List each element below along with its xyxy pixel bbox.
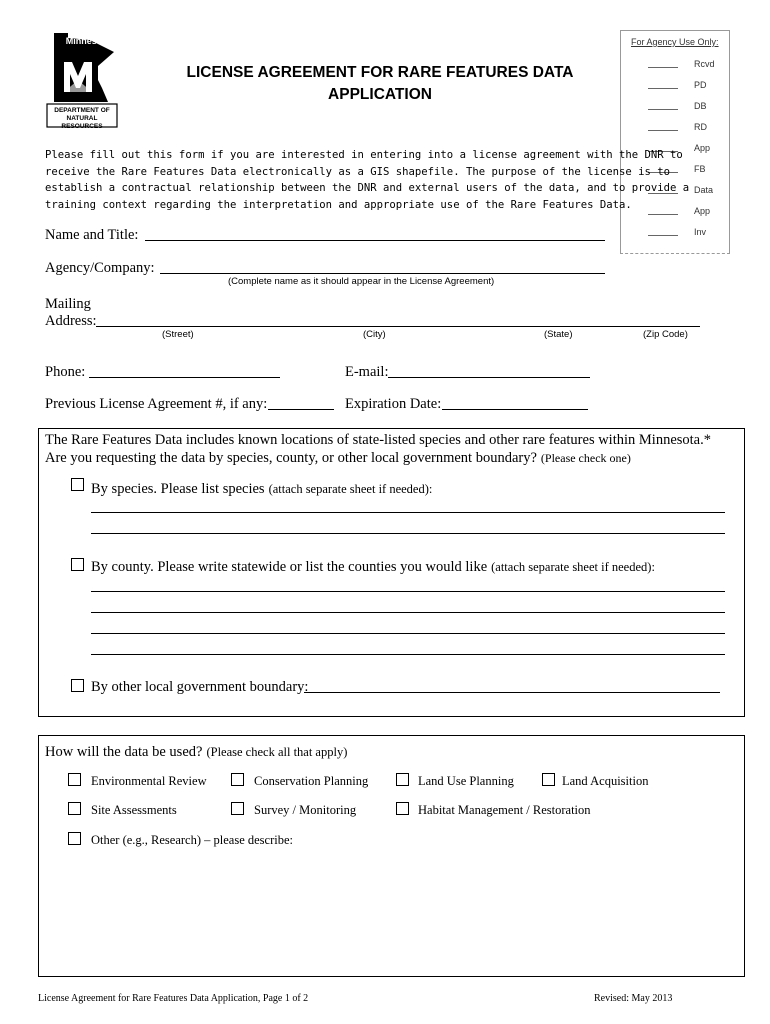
agency-field-label: RD [694,122,707,132]
intro-line: Please fill out this form if you are interested in entering into a license agreement with the DNR to [45,149,683,161]
intro-line: establish a contractual relationship between the DNR and external users of the data, and to provide a [45,182,690,194]
agency-field-line[interactable] [648,67,678,68]
by-species-note: (attach separate sheet if needed): [268,482,433,496]
other-use-checkbox[interactable] [68,832,81,845]
data-use-question [45,743,347,761]
dnr-logo [46,30,118,128]
expiration-field[interactable] [442,409,588,410]
state-caption: (State) [544,329,573,340]
name-title-field[interactable] [145,240,605,241]
by-other-boundary-label: By other local government boundary: [91,679,309,695]
conservation-planning-label: Conservation Planning [254,774,369,788]
land-use-planning-label: Land Use Planning [418,774,514,788]
agency-field-line[interactable] [648,109,678,110]
agency-header: For Agency Use Only: [631,37,719,47]
land-use-planning-checkbox[interactable] [396,773,409,786]
agency-field-line[interactable] [648,235,678,236]
agency-field-line[interactable] [648,214,678,215]
mailing-label-line2: Address: [45,313,97,329]
intro-line: training context regarding the interpretation and appropriate use of the Rare Features Data. [45,198,632,211]
title-line2: APPLICATION [328,86,432,103]
agency-use-box [620,30,730,254]
land-acquisition-label: Land Acquisition [562,774,649,788]
section1-line1: The Rare Features Data includes known locations of state-listed species and other rare features within Minnesota.* [45,432,711,448]
phone-field[interactable] [89,377,280,378]
street-caption: (Street) [162,329,194,340]
by-species-checkbox[interactable] [71,478,84,491]
footer-right: Revised: May 2013 [594,993,673,1004]
site-assessments-label: Site Assessments [91,803,177,817]
county-line[interactable] [91,612,725,613]
data-use-question-text: How will the data be used? [45,744,203,760]
agency-field-label: App [694,143,711,153]
by-county-option [91,558,655,576]
mailing-address-field[interactable] [96,326,700,327]
prev-license-field[interactable] [268,409,334,410]
habitat-management-label: Habitat Management / Restoration [418,803,591,817]
prev-license-label: Previous License Agreement #, if any: [45,396,268,412]
agency-company-field[interactable] [160,273,605,274]
title-line1: LICENSE AGREEMENT FOR RARE FEATURES DATA [186,64,574,81]
survey-monitoring-checkbox[interactable] [231,802,244,815]
agency-field-label: Data [694,185,714,195]
section1-question-note: (Please check one) [540,451,631,465]
agency-field-label: Inv [694,227,707,237]
agency-field-label: Rcvd [694,59,715,69]
land-acquisition-checkbox[interactable] [542,773,555,786]
agency-company-note: (Complete name as it should appear in the License Agreement) [228,276,495,287]
by-species-option [91,480,432,498]
county-line[interactable] [91,654,725,655]
agency-field-line[interactable] [648,130,678,131]
section1-line2 [45,449,631,467]
email-field[interactable] [388,377,590,378]
data-use-question-note: (Please check all that apply) [206,745,348,759]
county-line[interactable] [91,633,725,634]
city-caption: (City) [363,329,386,340]
mailing-label-line1: Mailing [45,296,91,312]
other-use-description-area[interactable] [91,852,731,968]
by-other-boundary-checkbox[interactable] [71,679,84,692]
logo-dept-line1: DEPARTMENT OF [54,107,110,114]
by-county-note: (attach separate sheet if needed): [491,560,655,574]
phone-label: Phone: [45,364,86,380]
zip-caption: (Zip Code) [643,329,688,340]
species-line[interactable] [91,512,725,513]
agency-field-label: DB [694,101,707,111]
by-county-checkbox[interactable] [71,558,84,571]
other-boundary-field[interactable] [304,692,720,693]
expiration-label: Expiration Date: [345,396,442,412]
environmental-review-label: Environmental Review [91,774,207,788]
site-assessments-checkbox[interactable] [68,802,81,815]
county-line[interactable] [91,591,725,592]
survey-monitoring-label: Survey / Monitoring [254,803,357,817]
name-title-label: Name and Title: [45,227,139,243]
environmental-review-checkbox[interactable] [68,773,81,786]
by-species-label: By species. Please list species [91,481,265,497]
agency-company-label: Agency/Company: [45,260,155,276]
intro-line: receive the Rare Features Data electronically as a GIS shapefile. The purpose of the license is to [45,165,671,178]
logo-dept-line2: NATURAL RESOURCES [61,115,103,130]
svg-text:Minnesota: Minnesota [65,36,111,46]
email-label: E-mail: [345,364,389,380]
habitat-management-checkbox[interactable] [396,802,409,815]
section1-question: Are you requesting the data by species, county, or other local government boundary? [45,450,537,466]
intro-paragraph [45,147,690,213]
other-use-label: Other (e.g., Research) – please describe: [91,833,293,847]
page-title [160,62,600,106]
agency-field-label: FB [694,164,706,174]
by-county-label: By county. Please write statewide or list the counties you would like [91,559,488,575]
agency-field-label: App [694,206,711,216]
footer-left: License Agreement for Rare Features Data Application, Page 1 of 2 [38,993,309,1004]
agency-field-line[interactable] [648,88,678,89]
agency-field-label: PD [694,80,707,90]
conservation-planning-checkbox[interactable] [231,773,244,786]
species-line[interactable] [91,533,725,534]
